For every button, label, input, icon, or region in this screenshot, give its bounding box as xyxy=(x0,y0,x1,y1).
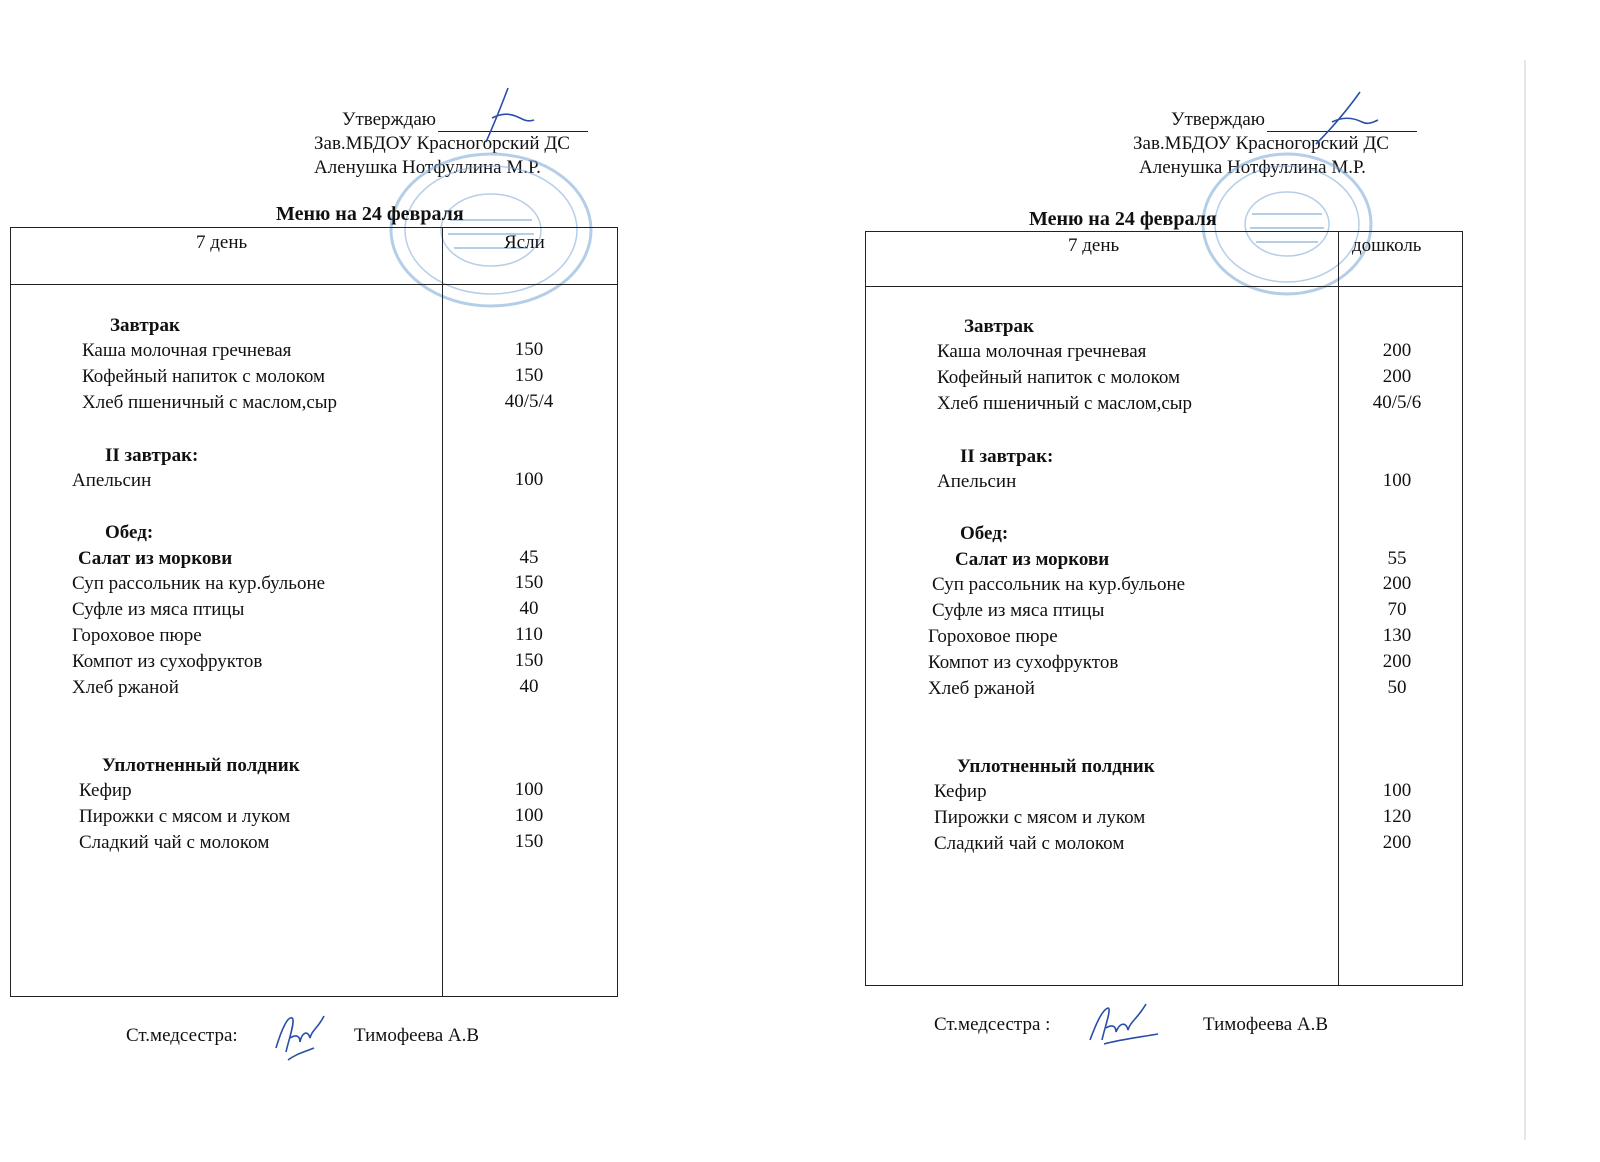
portion-value: 40 xyxy=(519,676,539,697)
portion-value: 200 xyxy=(1382,573,1412,594)
portion-value: 100 xyxy=(514,805,544,826)
group-header: Ясли xyxy=(504,232,545,253)
portion-value: 55 xyxy=(1387,548,1407,569)
menu-item: Каша молочная гречневая xyxy=(937,341,1147,362)
menu-title: Меню на 24 февраля xyxy=(1029,208,1217,230)
menu-item: Хлеб ржаной xyxy=(72,677,179,698)
portion-value: 150 xyxy=(514,572,544,593)
menu-item: Хлеб пшеничный с маслом,сыр xyxy=(82,392,338,413)
portion-value: 200 xyxy=(1382,651,1412,672)
menu-item: Апельсин xyxy=(72,470,152,491)
menu-item: Кофейный напиток с молоком xyxy=(82,366,326,387)
approval-block xyxy=(1133,108,1417,180)
portion-value: 50 xyxy=(1387,677,1407,698)
page-edge-shadow xyxy=(1524,60,1526,1140)
menu-item: Сладкий чай с молоком xyxy=(934,833,1125,854)
day-header: 7 день xyxy=(196,232,248,253)
section-lunch: Обед: xyxy=(960,523,1009,544)
portion-value: 130 xyxy=(1382,625,1412,646)
menu-item: Кофейный напиток с молоком xyxy=(937,367,1181,388)
signature-line xyxy=(1267,113,1417,132)
portion-value: 100 xyxy=(514,779,544,800)
portion-value: 120 xyxy=(1382,806,1412,827)
portion-value: 70 xyxy=(1387,599,1407,620)
portion-value: 150 xyxy=(514,650,544,671)
signature-line xyxy=(438,113,588,132)
menu-item-salad: Салат из моркови xyxy=(955,549,1110,570)
group-header: дошколь xyxy=(1352,235,1422,256)
director-position: Зав.МБДОУ Красногорский ДС xyxy=(314,133,570,154)
portion-value: 200 xyxy=(1382,340,1412,361)
nurse-label: Ст.медсестра : xyxy=(934,1014,1051,1035)
menu-item-salad: Салат из моркови xyxy=(78,548,233,569)
nurse-signature xyxy=(1084,1000,1164,1048)
menu-item: Каша молочная гречневая xyxy=(82,340,292,361)
portion-value: 200 xyxy=(1382,832,1412,853)
menu-item: Хлеб ржаной xyxy=(928,678,1035,699)
portion-value: 45 xyxy=(519,547,539,568)
menu-item: Кефир xyxy=(79,780,132,801)
portion-value: 100 xyxy=(514,469,544,490)
menu-item: Суп рассольник на кур.бульоне xyxy=(932,574,1186,595)
portion-value: 40/5/4 xyxy=(504,391,554,412)
approve-label: Утверждаю xyxy=(1171,109,1265,130)
portion-value: 150 xyxy=(514,339,544,360)
portion-value: 110 xyxy=(515,624,543,645)
menu-title: Меню на 24 февраля xyxy=(276,203,464,225)
menu-item: Апельсин xyxy=(937,471,1017,492)
section-snack: Уплотненный полдник xyxy=(957,756,1155,777)
portion-value: 150 xyxy=(514,831,544,852)
menu-item: Суфле из мяса птицы xyxy=(72,599,245,620)
nurse-name: Тимофеева А.В xyxy=(354,1025,480,1046)
menu-item: Компот из сухофруктов xyxy=(928,652,1119,673)
portion-value: 150 xyxy=(514,365,544,386)
director-name: Аленушка Нотфуллина М.Р. xyxy=(314,157,541,178)
menu-item: Суп рассольник на кур.бульоне xyxy=(72,573,326,594)
portion-value: 200 xyxy=(1382,366,1412,387)
portion-value: 100 xyxy=(1382,470,1412,491)
director-name: Аленушка Нотфуллина М.Р. xyxy=(1139,157,1366,178)
approval-block xyxy=(314,108,588,180)
nurse-label: Ст.медсестра: xyxy=(126,1025,238,1046)
nurse-name: Тимофеева А.В xyxy=(1203,1014,1329,1035)
menu-sheet-preschool xyxy=(800,0,1600,1162)
day-header: 7 день xyxy=(1068,235,1120,256)
menu-item: Пирожки с мясом и луком xyxy=(934,807,1146,828)
section-second-breakfast: II завтрак: xyxy=(105,445,199,466)
section-breakfast: Завтрак xyxy=(110,315,180,336)
menu-item: Компот из сухофруктов xyxy=(72,651,263,672)
section-breakfast: Завтрак xyxy=(964,316,1034,337)
menu-item: Гороховое пюре xyxy=(928,626,1058,647)
approve-label: Утверждаю xyxy=(342,109,436,130)
menu-item: Суфле из мяса птицы xyxy=(932,600,1105,621)
section-second-breakfast: II завтрак: xyxy=(960,446,1054,467)
section-lunch: Обед: xyxy=(105,522,154,543)
director-position: Зав.МБДОУ Красногорский ДС xyxy=(1133,133,1389,154)
menu-item: Сладкий чай с молоком xyxy=(79,832,270,853)
nurse-signature xyxy=(270,1008,330,1064)
portion-value: 100 xyxy=(1382,780,1412,801)
section-snack: Уплотненный полдник xyxy=(102,755,300,776)
portion-value: 40/5/6 xyxy=(1372,392,1422,413)
menu-item: Хлеб пшеничный с маслом,сыр xyxy=(937,393,1193,414)
menu-item: Кефир xyxy=(934,781,987,802)
portion-value: 40 xyxy=(519,598,539,619)
menu-item: Пирожки с мясом и луком xyxy=(79,806,291,827)
menu-item: Гороховое пюре xyxy=(72,625,202,646)
